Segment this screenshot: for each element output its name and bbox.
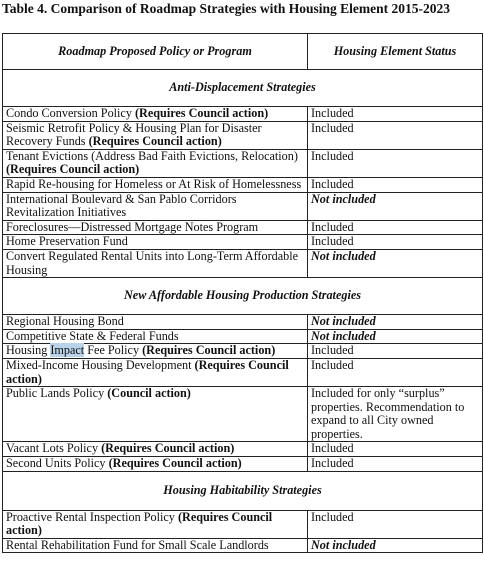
policy-text: Regional Housing Bond bbox=[6, 314, 124, 329]
section-header-row bbox=[3, 471, 483, 510]
policy-text: Tenant Evictions (Address Bad Faith Evictions, Relocation) bbox=[6, 148, 298, 163]
council-action-note: (Requires Council action) bbox=[6, 162, 140, 177]
policy-text: Fee Policy bbox=[84, 343, 143, 358]
status-cell: Included bbox=[308, 220, 483, 235]
policy-text: Seismic Retrofit Policy & Housing Plan for Disaster Recovery Funds bbox=[6, 120, 262, 149]
table-row bbox=[3, 329, 483, 344]
council-action-note: (Requires Council action) bbox=[101, 441, 235, 456]
table-row bbox=[3, 192, 483, 220]
status-cell: Included bbox=[308, 235, 483, 250]
table-row bbox=[3, 220, 483, 235]
policy-cell bbox=[3, 510, 308, 538]
policy-text: Vacant Lots Policy bbox=[6, 441, 102, 456]
table-row bbox=[3, 344, 483, 359]
table-row bbox=[3, 315, 483, 330]
status-cell: Not included bbox=[308, 538, 483, 553]
policy-column-header: Roadmap Proposed Policy or Program bbox=[3, 34, 308, 70]
page-title: Table 4. Comparison of Roadmap Strategies with Housing Element 2015-2023 bbox=[2, 1, 451, 16]
council-action-note: (Requires Council action) bbox=[6, 509, 273, 538]
table-row bbox=[3, 358, 483, 386]
table-row bbox=[3, 121, 483, 149]
table-row bbox=[3, 457, 483, 472]
header-row bbox=[3, 34, 483, 70]
status-cell: Included bbox=[308, 149, 483, 177]
policy-text: Public Lands Policy bbox=[6, 386, 108, 401]
status-cell: Not included bbox=[308, 329, 483, 344]
status-cell: Not included bbox=[308, 192, 483, 220]
policy-cell bbox=[3, 235, 308, 250]
policy-cell bbox=[3, 442, 308, 457]
policy-cell bbox=[3, 329, 308, 344]
council-action-note: (Requires Council action) bbox=[142, 343, 276, 358]
policy-cell bbox=[3, 121, 308, 149]
section-heading: Housing Habitability Strategies bbox=[3, 471, 483, 510]
table-row bbox=[3, 107, 483, 122]
table-row bbox=[3, 387, 483, 442]
policy-text: International Boulevard & San Pablo Corridors Revitalization Initiatives bbox=[6, 191, 237, 220]
council-action-note: (Council action) bbox=[107, 386, 191, 401]
policy-text: Rental Rehabilitation Fund for Small Scale Landlords bbox=[6, 537, 269, 552]
council-action-note: (Requires Council action) bbox=[108, 456, 242, 471]
policy-cell bbox=[3, 344, 308, 359]
section-header-row bbox=[3, 70, 483, 107]
status-cell: Included bbox=[308, 177, 483, 192]
policy-cell bbox=[3, 538, 308, 553]
status-cell: Included bbox=[308, 121, 483, 149]
status-cell: Included bbox=[308, 457, 483, 472]
section-heading: New Affordable Housing Production Strategies bbox=[3, 278, 483, 315]
policy-text: Proactive Rental Inspection Policy bbox=[6, 509, 178, 524]
status-cell: Included for only “surplus” properties. Recommendation to expand to all City owned properties. bbox=[308, 387, 483, 442]
status-cell: Included bbox=[308, 344, 483, 359]
status-cell: Included bbox=[308, 442, 483, 457]
table-body bbox=[3, 70, 483, 553]
section-heading: Anti-Displacement Strategies bbox=[3, 70, 483, 107]
policy-cell bbox=[3, 315, 308, 330]
table-row bbox=[3, 249, 483, 277]
policy-cell bbox=[3, 107, 308, 122]
policy-cell bbox=[3, 457, 308, 472]
status-cell: Included bbox=[308, 107, 483, 122]
policy-cell bbox=[3, 149, 308, 177]
policy-text: Condo Conversion Policy bbox=[6, 106, 135, 120]
policy-cell bbox=[3, 192, 308, 220]
policy-cell bbox=[3, 387, 308, 442]
status-cell: Included bbox=[308, 358, 483, 386]
table-row bbox=[3, 510, 483, 538]
status-cell: Not included bbox=[308, 315, 483, 330]
table-row bbox=[3, 149, 483, 177]
policy-text: Foreclosures—Distressed Mortgage Notes Program bbox=[6, 219, 259, 234]
policy-text: Second Units Policy bbox=[6, 456, 109, 471]
council-action-note: (Requires Council action) bbox=[88, 134, 222, 149]
council-action-note: (Requires Council action) bbox=[135, 106, 269, 120]
table-row bbox=[3, 442, 483, 457]
policy-text: Rapid Re-housing for Homeless or At Risk of Homelessness bbox=[6, 176, 302, 191]
policy-text: Home Preservation Fund bbox=[6, 234, 128, 249]
policy-cell bbox=[3, 249, 308, 277]
policy-text: Housing bbox=[6, 343, 51, 358]
comparison-table bbox=[2, 33, 483, 553]
policy-cell bbox=[3, 358, 308, 386]
policy-text: Convert Regulated Rental Units into Long-Term Affordable Housing bbox=[6, 248, 299, 277]
section-header-row bbox=[3, 278, 483, 315]
policy-cell bbox=[3, 177, 308, 192]
council-action-note: (Requires Council action) bbox=[6, 357, 289, 386]
table-row bbox=[3, 235, 483, 250]
table-row bbox=[3, 538, 483, 553]
status-cell: Not included bbox=[308, 249, 483, 277]
policy-cell bbox=[3, 220, 308, 235]
status-column-header: Housing Element Status bbox=[308, 34, 483, 70]
highlighted-word: Impact bbox=[50, 343, 85, 358]
table-row bbox=[3, 177, 483, 192]
policy-text: Competitive State & Federal Funds bbox=[6, 328, 179, 343]
policy-text: Mixed-Income Housing Development bbox=[6, 357, 195, 372]
status-cell: Included bbox=[308, 510, 483, 538]
